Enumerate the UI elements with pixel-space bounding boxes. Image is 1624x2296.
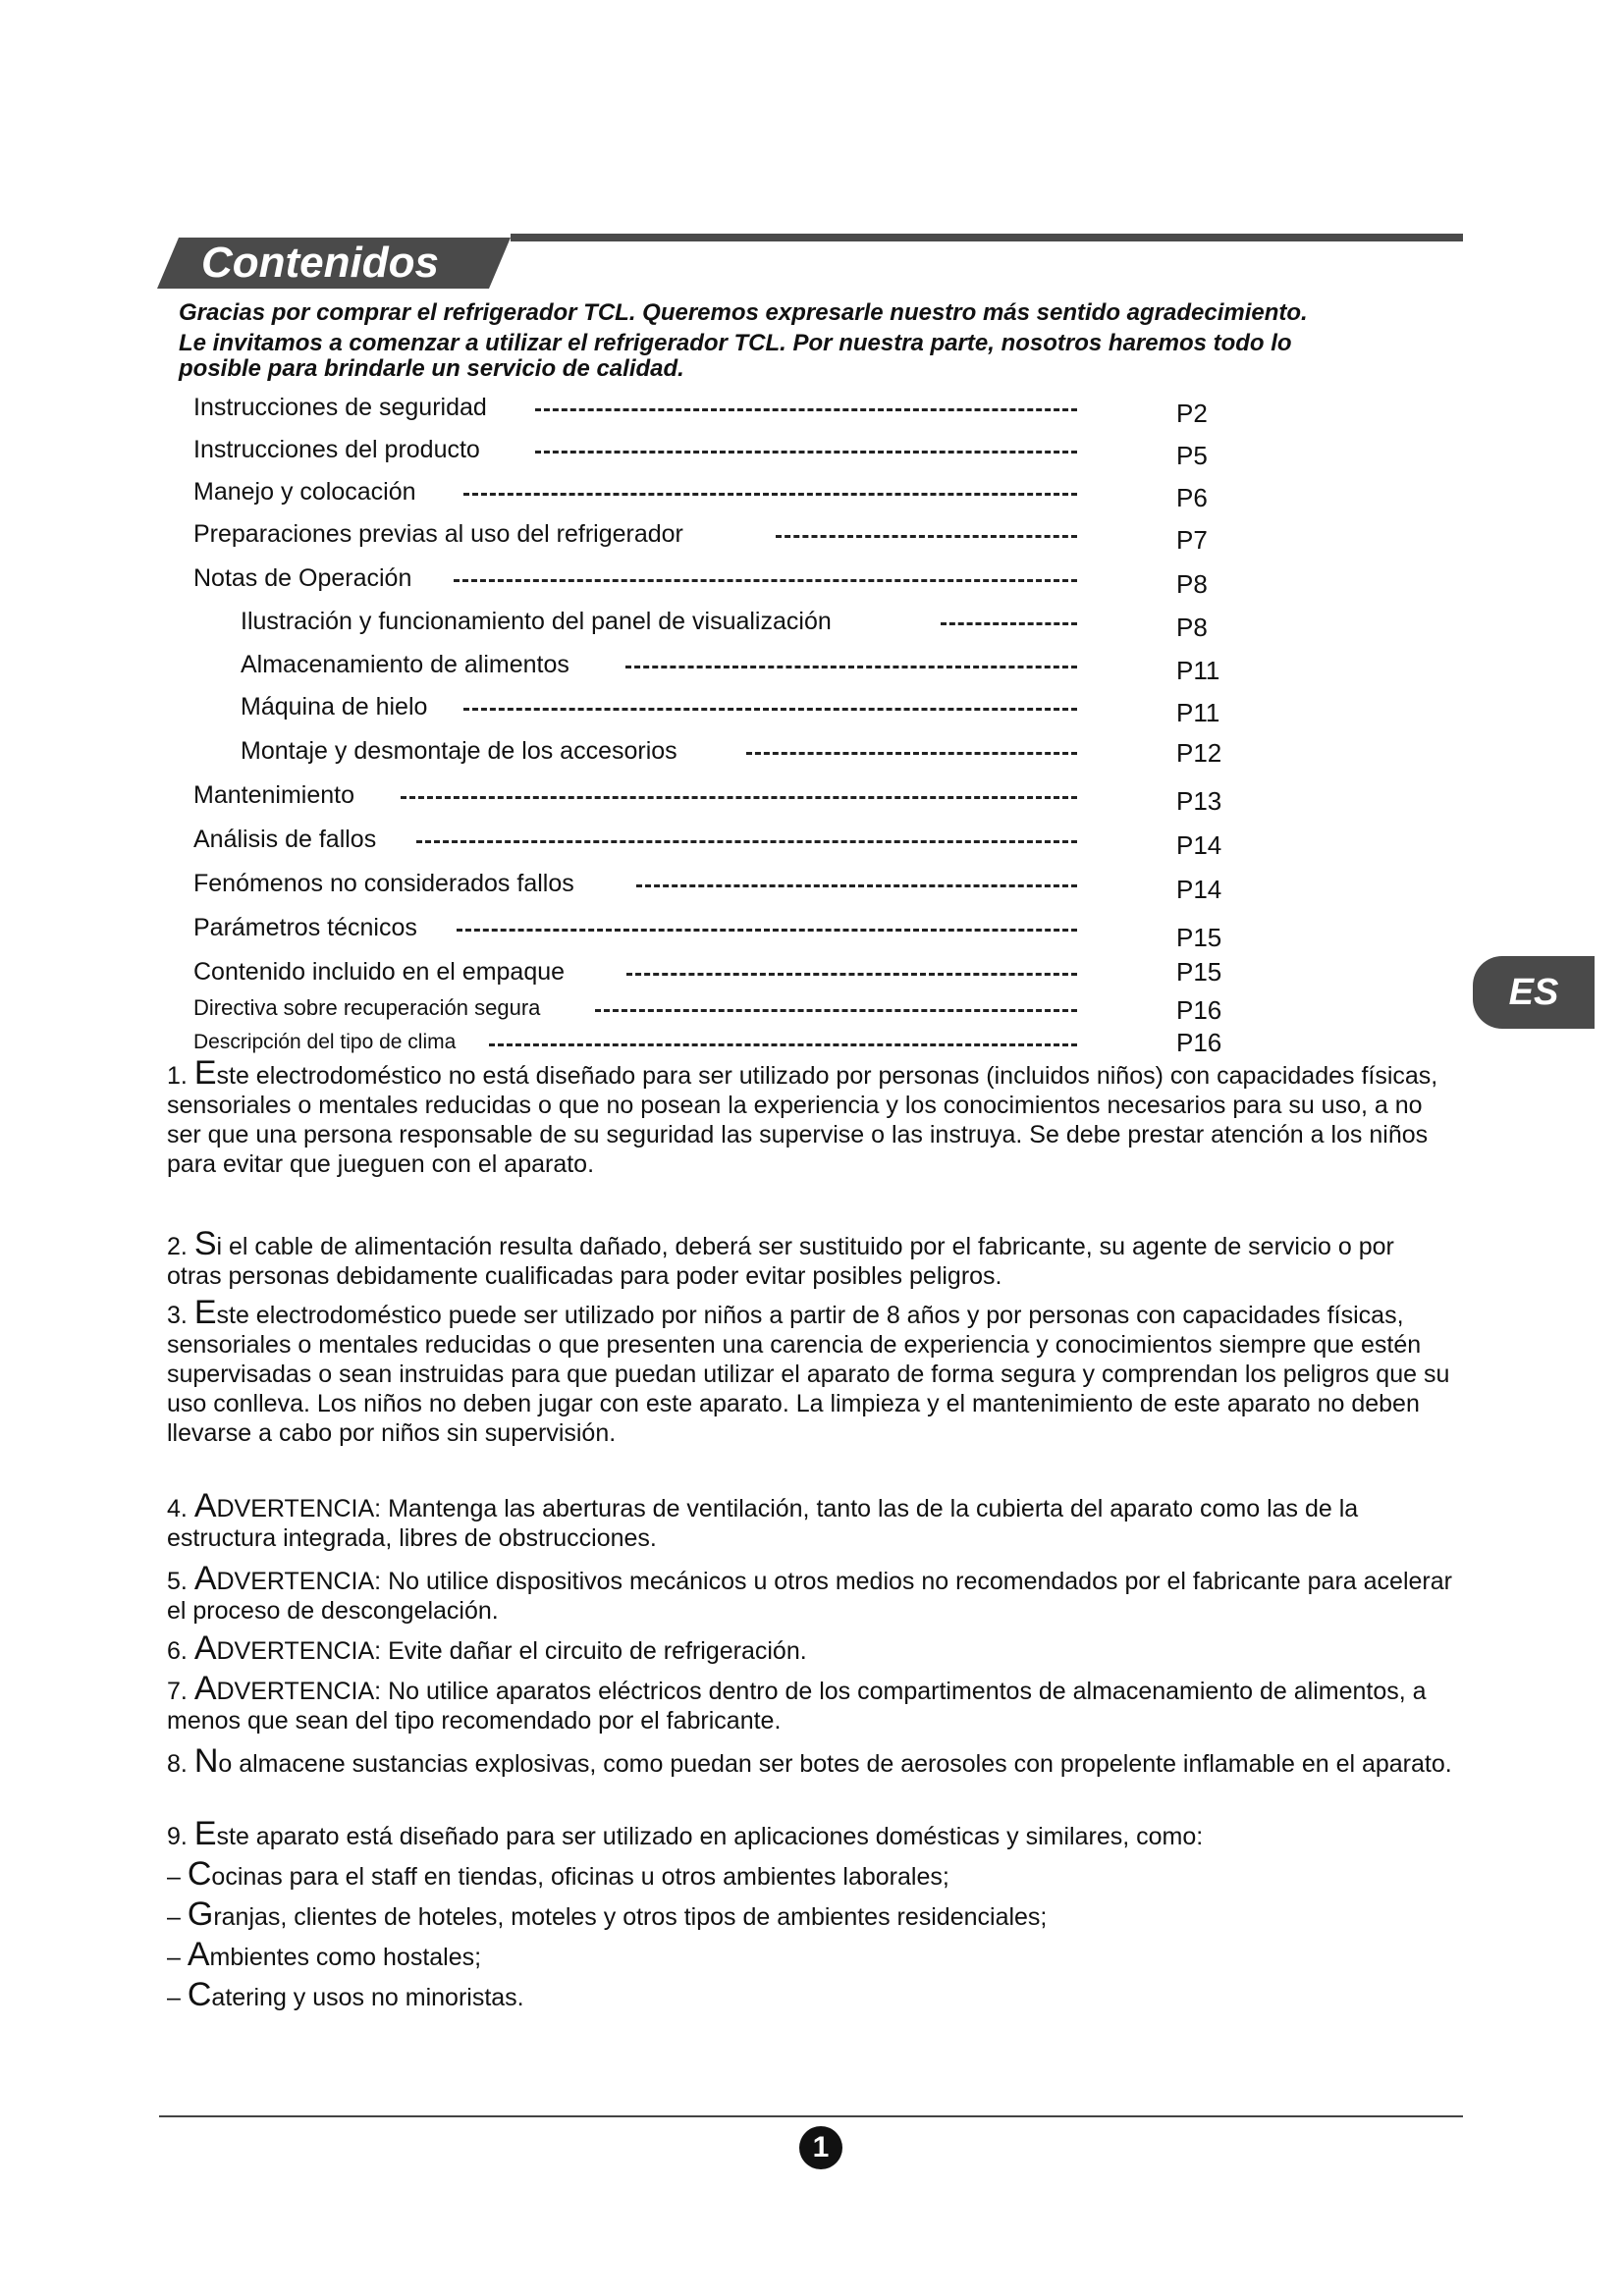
toc-label: Parámetros técnicos: [193, 914, 417, 941]
toc-page-number: P2: [1176, 399, 1208, 428]
safety-item: [167, 1294, 1453, 1448]
toc-entry[interactable]: [0, 913, 1624, 952]
toc-leader: [454, 579, 1077, 582]
item-initial: E: [193, 1054, 217, 1092]
use-list-item: [167, 1976, 1453, 2013]
toc-leader: [463, 493, 1077, 496]
safety-item: [167, 1670, 1453, 1735]
intro-invitation: Le invitamos a comenzar a utilizar el refrigerador TCL. Por nuestra parte, nosotros haremos todo lo posible para brindarle un servicio de calidad.: [179, 330, 1292, 382]
toc-page-number: P8: [1176, 613, 1208, 642]
toc-label: Análisis de fallos: [193, 826, 377, 853]
item-initial: A: [187, 1936, 210, 1973]
item-text: ranjas, clientes de hoteles, moteles y otros tipos de ambientes residenciales;: [213, 1903, 1048, 1931]
toc-page-number: P16: [1176, 1028, 1222, 1057]
item-number: 2.: [167, 1233, 188, 1260]
toc-leader: [457, 929, 1077, 932]
header-rule: [511, 234, 1463, 241]
toc-leader: [401, 796, 1077, 799]
toc-entry[interactable]: [0, 650, 1624, 689]
item-initial: A: [193, 1629, 217, 1667]
toc-entry[interactable]: [0, 519, 1624, 559]
toc-label: Mantenimiento: [193, 781, 354, 809]
toc-page-number: P5: [1176, 441, 1208, 470]
item-initial: A: [193, 1487, 217, 1524]
toc-leader: [636, 884, 1077, 887]
toc-label: Manejo y colocación: [193, 478, 416, 506]
safety-item: [167, 1815, 1453, 1852]
toc-entry[interactable]: [0, 477, 1624, 516]
toc-leader: [463, 708, 1077, 711]
dash-bullet: –: [167, 1863, 181, 1891]
item-text: o almacene sustancias explosivas, como puedan ser botes de aerosoles con propelente inflamable en el aparato.: [218, 1750, 1452, 1778]
toc-leader: [941, 622, 1077, 625]
item-initial: C: [187, 1976, 212, 2013]
toc-entry[interactable]: [0, 435, 1624, 474]
item-text: ste electrodoméstico no está diseñado para ser utilizado por personas (incluidos niños) con capacidades físicas, sensoriales o mentales reducidas o que no posean la experiencia y los conocimientos necesarios para su uso, a no ser que una persona responsable de su seguridad las supervise o las instruya. Se debe prestar atención a los niños para evitar que jueguen con el aparato.: [167, 1062, 1438, 1178]
item-text: mbientes como hostales;: [209, 1944, 482, 1971]
item-number: 3.: [167, 1302, 188, 1329]
item-initial: N: [193, 1742, 219, 1780]
use-list-item: [167, 1936, 1453, 1973]
toc-label: Preparaciones previas al uso del refrigerador: [193, 520, 683, 548]
toc-entry[interactable]: [0, 563, 1624, 603]
page-title: Contenidos: [201, 239, 439, 287]
toc-leader: [746, 752, 1077, 755]
safety-item: [167, 1742, 1453, 1780]
toc-label: Máquina de hielo: [241, 693, 428, 721]
toc-entry[interactable]: [0, 993, 1624, 1033]
toc-entry[interactable]: [0, 692, 1624, 731]
toc-leader: [535, 408, 1077, 411]
language-tab[interactable]: ES: [1473, 956, 1595, 1029]
toc-entry[interactable]: [0, 393, 1624, 432]
toc-page-number: P12: [1176, 738, 1222, 768]
item-text: DVERTENCIA: Evite dañar el circuito de refrigeración.: [216, 1637, 807, 1665]
toc-label: Almacenamiento de alimentos: [241, 651, 569, 678]
item-number: 7.: [167, 1678, 188, 1705]
toc-label: Instrucciones del producto: [193, 436, 480, 463]
toc-page-number: P15: [1176, 957, 1222, 987]
item-text: atering y usos no minoristas.: [211, 1984, 524, 2011]
item-text: DVERTENCIA: Mantenga las aberturas de ventilación, tanto las de la cubierta del aparato como las de la estructura integrada, libres de obstrucciones.: [167, 1495, 1359, 1552]
toc-label: Montaje y desmontaje de los accesorios: [241, 737, 677, 765]
use-list-item: [167, 1855, 1453, 1893]
toc-entry[interactable]: [0, 607, 1624, 646]
item-initial: A: [193, 1560, 217, 1597]
toc-entry[interactable]: [0, 869, 1624, 908]
toc-page-number: P14: [1176, 875, 1222, 904]
safety-item: [167, 1629, 1453, 1667]
toc-label: Contenido incluido en el empaque: [193, 958, 566, 986]
item-initial: G: [187, 1896, 214, 1933]
item-number: 6.: [167, 1637, 188, 1665]
toc-entry[interactable]: [0, 736, 1624, 775]
page-number-badge: 1: [799, 2126, 842, 2169]
toc-leader: [535, 451, 1077, 454]
dash-bullet: –: [167, 1903, 181, 1931]
safety-item: [167, 1560, 1453, 1626]
toc-label: Ilustración y funcionamiento del panel de visualización: [241, 608, 832, 635]
item-text: DVERTENCIA: No utilice aparatos eléctricos dentro de los compartimentos de almacenamiento de alimentos, a menos que sean del tipo recomendado por el fabricante.: [167, 1678, 1427, 1735]
toc-page-number: P7: [1176, 525, 1208, 555]
toc-page-number: P6: [1176, 483, 1208, 512]
toc-leader: [595, 1009, 1077, 1012]
item-text: ste electrodoméstico puede ser utilizado por niños a partir de 8 años y por personas con capacidades físicas, sensoriales o mentales reducidas o que presenten una carencia de experiencia y conocimientos siempre que estén supervisadas o sean instruidas para que puedan utilizar el aparato de forma segura y comprendan los peligros que su uso conlleva. Los niños no deben jugar con este aparato. La limpieza y el mantenimiento de este aparato no deben llevarse a cabo por niños sin supervisión.: [167, 1302, 1450, 1447]
toc-page-number: P13: [1176, 786, 1222, 816]
toc-label: Directiva sobre recuperación segura: [193, 995, 541, 1020]
item-initial: S: [193, 1225, 217, 1262]
toc-leader: [776, 535, 1077, 538]
toc-page-number: P8: [1176, 569, 1208, 599]
toc-page-number: P16: [1176, 995, 1222, 1025]
item-initial: A: [193, 1670, 217, 1707]
item-text: DVERTENCIA: No utilice dispositivos mecánicos u otros medios no recomendados por el fabricante para acelerar el proceso de descongelación.: [167, 1568, 1452, 1625]
item-text: i el cable de alimentación resulta dañado, deberá ser sustituido por el fabricante, su agente de servicio o por otras personas debidamente cualificadas para poder evitar posibles peligros.: [167, 1233, 1394, 1290]
dash-bullet: –: [167, 1944, 181, 1971]
toc-entry[interactable]: [0, 957, 1624, 996]
item-number: 8.: [167, 1750, 188, 1778]
toc-label: Instrucciones de seguridad: [193, 394, 487, 421]
item-number: 5.: [167, 1568, 188, 1595]
toc-entry[interactable]: [0, 825, 1624, 864]
toc-label: Descripción del tipo de clima: [193, 1031, 457, 1053]
item-initial: E: [193, 1294, 217, 1331]
toc-label: Notas de Operación: [193, 564, 412, 592]
item-number: 9.: [167, 1823, 188, 1850]
toc-page-number: P14: [1176, 830, 1222, 860]
safety-item: [167, 1054, 1453, 1179]
toc-leader: [625, 666, 1077, 668]
safety-item: [167, 1225, 1453, 1291]
toc-label: Fenómenos no considerados fallos: [193, 870, 574, 897]
item-initial: C: [187, 1855, 212, 1893]
toc-page-number: P11: [1176, 698, 1220, 727]
use-list-item: [167, 1896, 1453, 1933]
item-text: ocinas para el staff en tiendas, oficinas u otros ambientes laborales;: [211, 1863, 949, 1891]
toc-page-number: P11: [1176, 656, 1220, 685]
toc-leader: [489, 1043, 1077, 1046]
safety-item: [167, 1487, 1453, 1553]
toc-page-number: P15: [1176, 923, 1222, 952]
toc-entry[interactable]: [0, 780, 1624, 820]
item-number: 4.: [167, 1495, 188, 1522]
item-initial: E: [193, 1815, 217, 1852]
item-text: ste aparato está diseñado para ser utilizado en aplicaciones domésticas y similares, como:: [216, 1823, 1204, 1850]
toc-leader: [416, 840, 1077, 843]
footer-rule: [159, 2115, 1463, 2117]
intro-thanks: Gracias por comprar el refrigerador TCL. Queremos expresarle nuestro más sentido agradecimiento.: [179, 299, 1308, 326]
item-number: 1.: [167, 1062, 188, 1090]
dash-bullet: –: [167, 1984, 181, 2011]
toc-leader: [626, 973, 1077, 976]
